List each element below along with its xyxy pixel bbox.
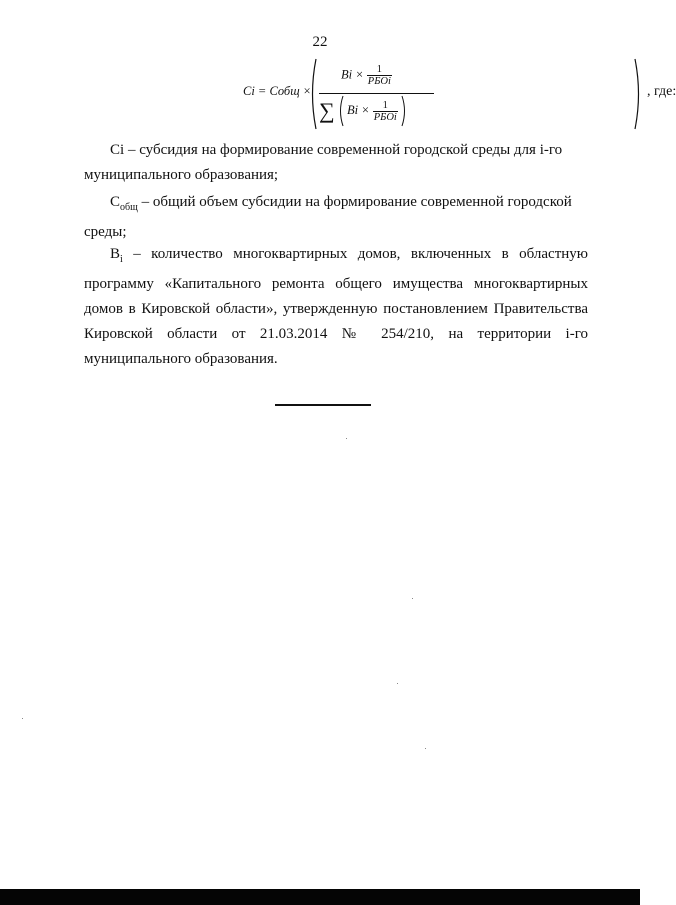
definition-bi — [84, 242, 588, 372]
definition-text: – общий объем субсидии на формирование современной городской среды; — [84, 194, 572, 240]
inner-right-parenthesis — [401, 95, 407, 127]
small-fraction-top-2: 1 — [373, 100, 398, 112]
fraction-line — [319, 93, 434, 94]
scan-bottom-edge — [0, 889, 640, 905]
scan-speck — [346, 438, 347, 439]
formula-lhs: Ci = Cобщ × — [243, 84, 312, 98]
small-fraction-bottom-2: РБОi — [373, 111, 397, 123]
small-fraction-top: 1 — [367, 64, 392, 76]
definition-ci — [84, 138, 588, 188]
formula-suffix: , где: — [647, 84, 676, 99]
inner-left-parenthesis — [338, 95, 344, 127]
end-divider-line — [275, 404, 371, 406]
definition-symbol: Ci — [110, 142, 125, 158]
scan-speck — [22, 718, 23, 719]
definition-subscript: i — [120, 254, 123, 265]
fraction-numerator — [341, 64, 392, 87]
left-parenthesis — [308, 58, 318, 130]
scan-speck — [397, 683, 398, 684]
definition-c-total — [84, 190, 588, 245]
definition-subscript: общ — [120, 202, 138, 213]
right-parenthesis — [633, 58, 643, 130]
fraction-denominator — [319, 95, 407, 127]
numerator-variable: Bi × — [341, 67, 364, 82]
definition-text: – субсидия на формирование современной городской среды для i-го муниципального образования; — [84, 142, 563, 183]
page-number: 22 — [312, 34, 328, 50]
denominator-variable: Bi × — [346, 102, 370, 117]
definition-symbol: C — [110, 194, 121, 210]
definition-text: – количество многоквартирных домов, включенных в областную программу «Капитального ремонта общего имущества многоквартирных домов в Кировской области», утвержденную постановлением Правительства Кировской области от 21.03.2014 № 254/210, на территории i-го муниципального образования. — [84, 246, 588, 367]
numerator-small-fraction — [367, 64, 392, 87]
scan-speck — [412, 598, 413, 599]
sigma-symbol: ∑ — [319, 98, 335, 123]
scan-speck — [425, 748, 426, 749]
denominator-small-fraction — [373, 100, 398, 123]
definition-symbol: B — [110, 246, 121, 262]
small-fraction-bottom: РБОi — [367, 76, 391, 87]
